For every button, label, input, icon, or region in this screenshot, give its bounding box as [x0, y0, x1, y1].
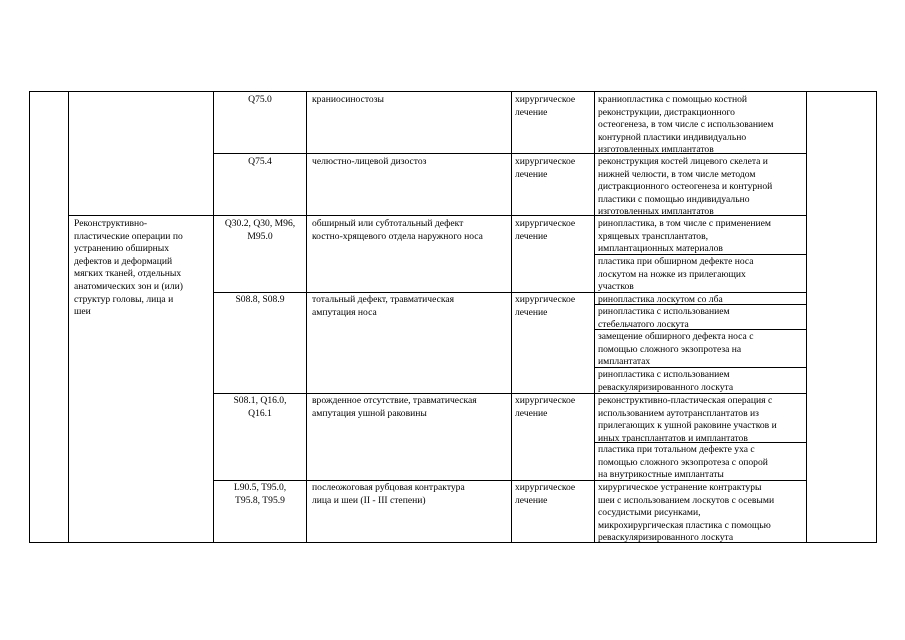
row-method: хирургическое устранение контрактуры шеи с использованием лоскутов с осевыми сосудистыми рисунками, микрохирургическая пластика с помощью реваскуляризированного лоскута [598, 482, 775, 544]
row-method: ринопластика с использованием реваскуляризированного лоскута [598, 369, 734, 393]
row-treatment-type: хирургическое лечение [515, 94, 576, 118]
table-border [68, 91, 69, 543]
row-code: S08.1, Q16.0, Q16.1 [233, 395, 287, 419]
table-border [29, 91, 877, 92]
row-code: Q75.4 [248, 156, 272, 167]
row-method: ринопластика с использованием стебельчатого лоскута [598, 306, 730, 330]
row-method: замещение обширного дефекта носа с помощью сложного экзопротеза на имплантатах [598, 331, 754, 368]
row-method: ринопластика, в том числе с применением хрящевых трансплантатов, имплантационных материалов [598, 218, 771, 255]
row-method: реконструктивно-пластическая операция с использованием аутотрансплантатов из прилегающих к ушной раковине участков и иных трансплантатов и имплантатов [598, 395, 777, 444]
row-diagnosis: обширный или субтотальный дефект костно-хрящевого отдела наружного носа [312, 218, 483, 242]
table-border [306, 91, 307, 543]
table-border [29, 91, 30, 543]
row-code: S08.8, S08.9 [235, 294, 285, 305]
table-border [806, 91, 807, 543]
table-border [876, 91, 877, 543]
row-code: L90.5, T95.0, T95.8, T95.9 [233, 482, 287, 506]
row-method: пластика при тотальном дефекте уха с помощью сложного экзопротеза с опорой на внутрикостные имплантаты [598, 444, 768, 481]
row-treatment-type: хирургическое лечение [515, 395, 576, 419]
row-method: краниопластика с помощью костной реконструкции, дистракционного остеогенеза, в том числе с использованием контурной пластики индивидуально изготовленных имплантатов [598, 94, 774, 156]
row-diagnosis: врожденное отсутствие, травматическая ампутация ушной раковины [312, 395, 477, 419]
row-treatment-type: хирургическое лечение [515, 294, 576, 318]
row-treatment-type: хирургическое лечение [515, 156, 576, 180]
row-diagnosis: краниосиностозы [312, 94, 384, 105]
row-diagnosis: тотальный дефект, травматическая ампутация носа [312, 294, 455, 318]
row-diagnosis: послеожоговая рубцовая контрактура лица и шеи (II - III степени) [312, 482, 465, 506]
row-method: пластика при обширном дефекте носа лоскутом на ножке из прилегающих участков [598, 256, 754, 293]
row-code: Q75.0 [248, 94, 272, 105]
table-border [594, 91, 595, 543]
row-method: реконструкция костей лицевого скелета и нижней челюсти, в том числе методом дистракционного остеогенеза и контурной пластики с помощью индивидуально изготовленных имплантатов [598, 156, 773, 218]
row-code: Q30.2, Q30, M96, M95.0 [224, 218, 296, 242]
row-diagnosis: челюстно-лицевой дизостоз [312, 156, 427, 167]
row-treatment-type: хирургическое лечение [515, 482, 576, 506]
section-title: Реконструктивно- пластические операции по устранению обширных дефектов и деформаций мягких тканей, отдельных анатомических зон и (или) структур головы, лица и шеи [74, 218, 183, 318]
table-border [511, 91, 512, 543]
row-method: ринопластика лоскутом со лба [598, 294, 723, 305]
row-treatment-type: хирургическое лечение [515, 218, 576, 242]
